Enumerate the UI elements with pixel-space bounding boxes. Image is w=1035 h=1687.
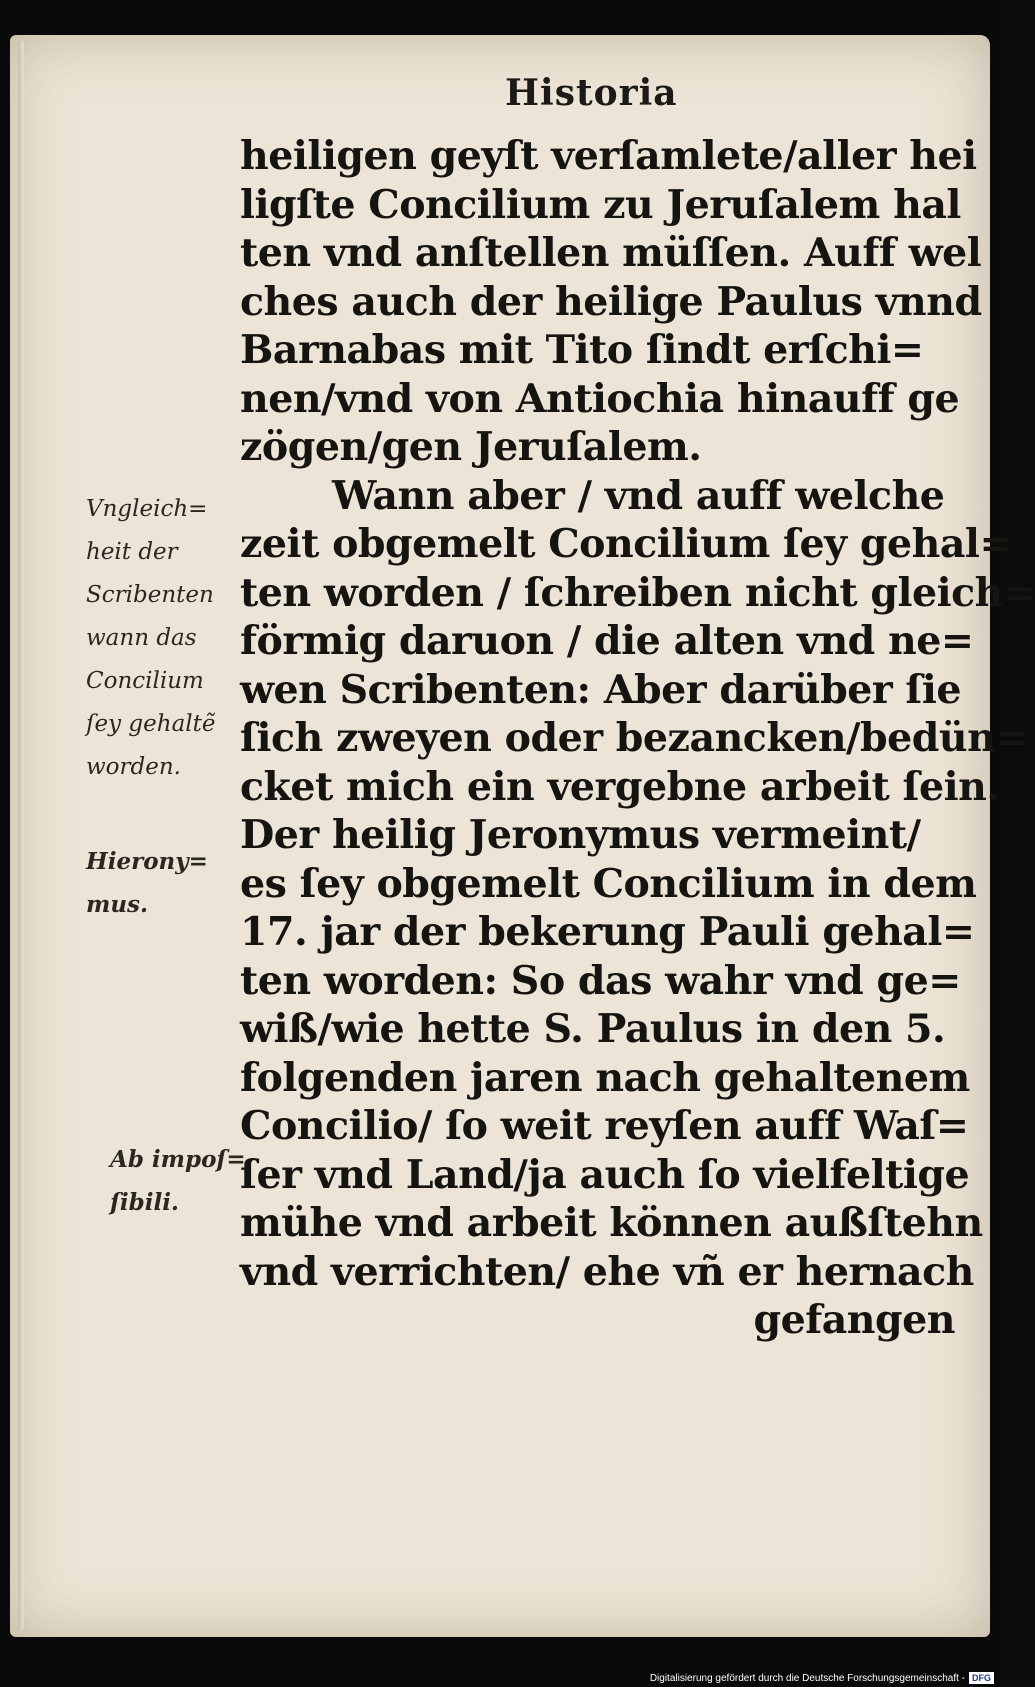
body-text (240, 132, 1035, 1345)
text-line: 17. jar der bekerung Pauli gehal= (240, 909, 975, 955)
text-line: ligſte Concilium zu Jeruſalem hal (240, 181, 961, 228)
text-line: cket mich ein vergebne arbeit ſein. (240, 763, 1000, 810)
text-line: ſich zweyen oder bezancken/bedün= (240, 715, 1028, 761)
text-line: Barnabas mit Tito ſindt erſchi= (240, 327, 924, 373)
margin-note-hieronymus (86, 840, 208, 926)
digitization-credit (650, 1672, 994, 1684)
margin-note-line: Concilium (86, 668, 204, 694)
margin-note-line: mus. (86, 891, 149, 918)
margin-note-line: Ab impoſ= (110, 1146, 246, 1173)
margin-note-line: heit der (86, 539, 178, 565)
dfg-logo: DFG (969, 1672, 994, 1684)
text-line: wiß/wie hette S. Paulus in den 5. (240, 1006, 946, 1052)
text-line: es ſey obgemelt Concilium in dem (240, 860, 977, 907)
catchword: gefangen (753, 1297, 955, 1343)
text-line: mühe vnd arbeit können außſtehn (240, 1200, 983, 1246)
text-line: Der heilig Jeronymus vermeint/ (240, 812, 921, 858)
margin-note-line: Vngleich= (86, 496, 208, 522)
margin-note-line: wann das (86, 625, 197, 651)
margin-note-inequality (86, 488, 216, 789)
margin-note-ab-impossibili (110, 1138, 246, 1224)
text-line: ches auch der heilige Paulus vnnd (240, 278, 982, 325)
text-line: ten worden: So das wahr vnd ge= (240, 957, 961, 1004)
text-line: ten vnd anſtellen müſſen. Auff wel (240, 230, 982, 276)
text-line: Concilio/ ſo weit reyſen auff Waſ= (240, 1103, 969, 1149)
margin-note-line: Hierony= (86, 848, 208, 875)
credit-text: Digitalisierung gefördert durch die Deutsche Forschungsgemeinschaft - (649, 1672, 965, 1684)
text-line: Wann aber / vnd auff welche (332, 472, 945, 519)
text-line: wen Scribenten: Aber darüber ſie (240, 666, 962, 713)
margin-note-line: worden. (86, 754, 181, 780)
text-line: heiligen geyſt verſamlete/aller hei (240, 133, 977, 179)
text-line: folgenden jaren nach gehaltenem (240, 1054, 970, 1101)
text-line: ſer vnd Land/ja auch ſo vielfeltige (240, 1151, 970, 1198)
margin-note-line: ſibili. (110, 1189, 179, 1216)
text-line: förmig daruon / die alten vnd ne= (240, 618, 974, 664)
text-line: ten worden / ſchreiben nicht gleich= (240, 569, 1035, 616)
running-head: Historia (505, 72, 678, 114)
text-line: nen/vnd von Antiochia hinauff ge (240, 375, 960, 422)
margin-note-line: Scribenten (86, 582, 214, 608)
text-line: zeit obgemelt Concilium ſey gehal= (240, 521, 1013, 567)
page-edge (18, 40, 24, 1630)
margin-note-line: ſey gehaltẽ (86, 711, 216, 737)
text-line: vnd verrichten/ ehe vñ er hernach (240, 1248, 974, 1295)
text-line: zögen/gen Jeruſalem. (240, 424, 702, 470)
